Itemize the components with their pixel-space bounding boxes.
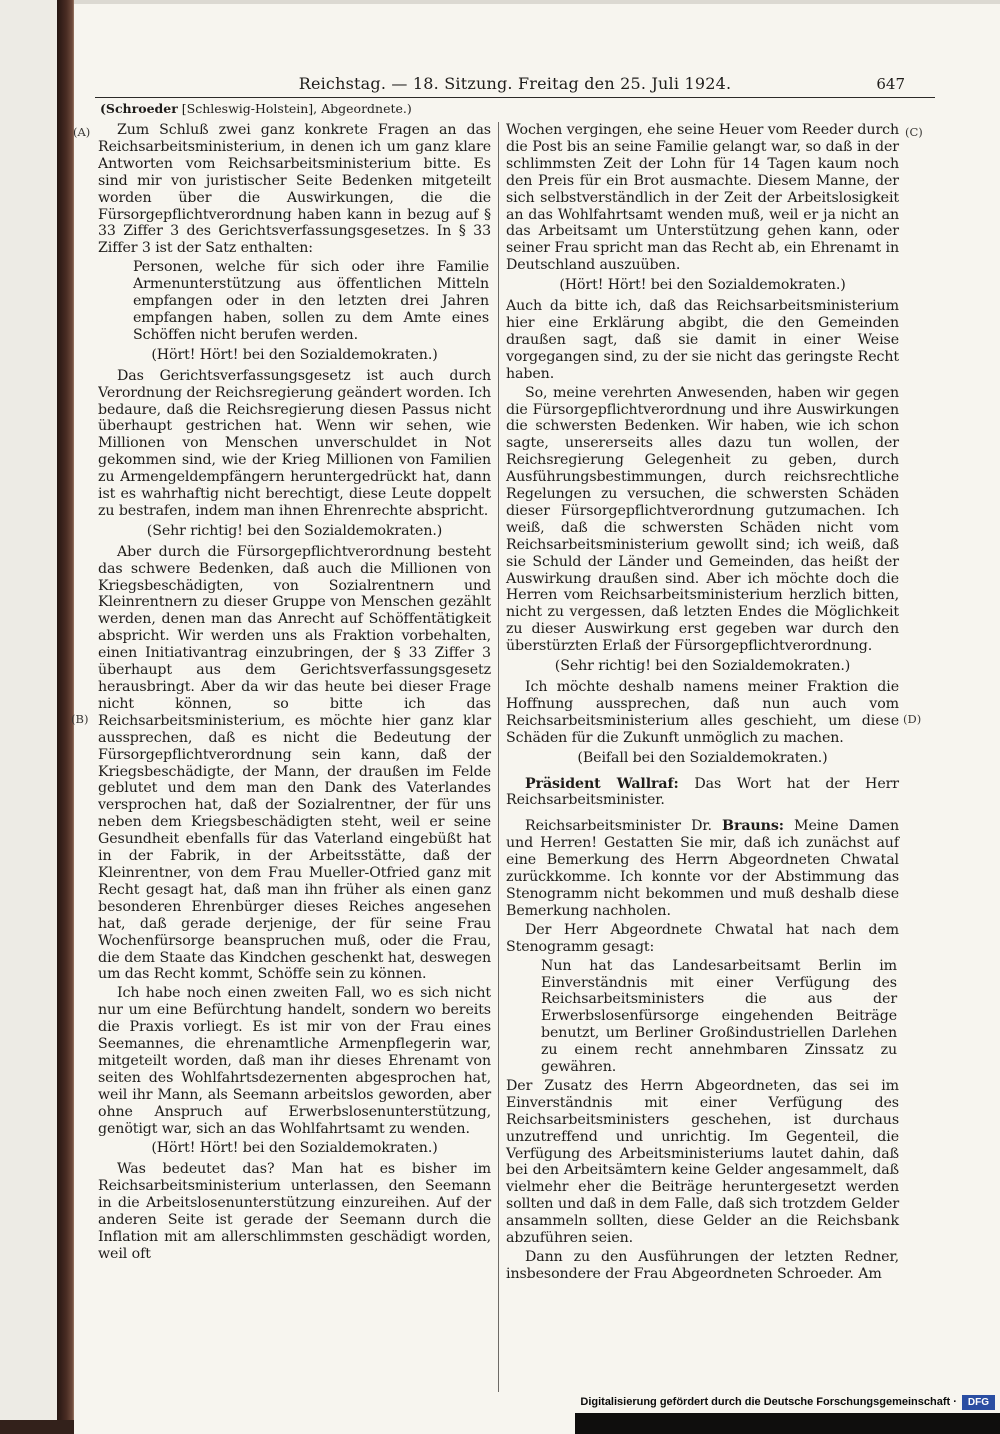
column-divider bbox=[498, 122, 499, 1392]
page-number: 647 bbox=[876, 75, 905, 93]
speaker-name: Präsident Wallraf: bbox=[525, 775, 679, 792]
interjection: (Beifall bei den Sozialdemokraten.) bbox=[577, 749, 828, 766]
credit-text: Digitalisierung gefördert durch die Deutsche Forschungsgemeinschaft · bbox=[580, 1396, 957, 1408]
running-head bbox=[100, 101, 412, 116]
margin-mark-c: (C) bbox=[905, 125, 923, 139]
scan-bottom-left-edge bbox=[0, 1420, 74, 1434]
margin-mark-a: (A) bbox=[73, 125, 91, 139]
paragraph: Was bedeutet das? Man hat es bisher im Reichsarbeitsministerium unterlassen, den Seemann in die Arbeitslosenunterstützung einzureihen. Auf der anderen Seite ist gerade der Seemann durch die Inflation mit am allerschlimmsten geschädigt worden, weil oft bbox=[98, 1161, 491, 1262]
interjection: (Hört! Hört! bei den Sozialdemokraten.) bbox=[151, 1140, 438, 1157]
dfg-logo: DFG bbox=[962, 1395, 995, 1410]
paragraph: Ich habe noch einen zweiten Fall, wo es sich nicht nur um eine Befürchtung handelt, sondern wo bereits die Praxis vorliegt. Es ist mir von der Frau eines Seemannes, die ehrenamtliche Armenpflegerin war, mitgeteilt worden, daß man ihr dieses Ehrenamt von seiten des Wohlfahrtsdezernenten abgesprochen hat, weil ihr Mann, als Seemann arbeitslos geworden, aber ohne Anspruch auf Erwerbslosenunterstützung, genötigt war, sich an das Wohlfahrtsamt zu wenden. bbox=[98, 985, 491, 1137]
paragraph: Auch da bitte ich, daß das Reichsarbeitsministerium hier eine Erklärung abgibt, die den Gemeinden draußen sagt, daß sie damit in einer Weise vorgegangen sind, zu der sie nicht das geringste Recht haben. bbox=[506, 298, 899, 382]
quote-block: Nun hat das Landesarbeitsamt Berlin im Einverständnis mit einer Verfügung des Reichsarbeitsministers die aus der Erwerbslosenfürsorge eingehenden Beiträge benutzt, um Berliner Großindustriellen Darlehen zu einem recht annehmbaren Zinssatz zu gewähren. bbox=[541, 957, 897, 1076]
scan-bottom-edge bbox=[575, 1413, 1000, 1434]
paragraph: Wochen vergingen, ehe seine Heuer vom Reeder durch die Post bis an seine Familie gelangt war, so daß in der schlimmsten Zeit der Lohn für 14 Tagen kaum noch den Preis für ein Brot ausmachte. Diesem Manne, der sich selbstverständlich in der Zeit der Arbeitslosigkeit an das Wohlfahrtsamt wenden muß, weil er ja nicht an das Arbeitsamt um Unterstützung gehen kann, oder seiner Frau spricht man das Recht ab, ein Ehrenamt in Deutschland auszuüben. bbox=[506, 122, 900, 274]
running-head-speaker: (Schroeder bbox=[100, 101, 178, 116]
paragraph: Ich möchte deshalb namens meiner Fraktion die Hoffnung aussprechen, daß nun auch vom Reichsarbeitsministerium alles geschieht, um diese Schäden für die Zukunft unmöglich zu machen. bbox=[506, 679, 899, 746]
page-header bbox=[95, 74, 935, 94]
speaker-text: Meine Damen und Herren! Gestatten Sie mir, daß ich zunächst auf eine Bemerkung des Herrn Abgeordneten Chwatal zurückkomme. Ich konnte vor der Abstimmung das Stenogramm nicht bekommen und muß deshalb diese Bemerkung nachholen. bbox=[506, 818, 899, 919]
speaker-prefix: Reichsarbeitsminister Dr. bbox=[525, 818, 723, 835]
digitisation-credit bbox=[580, 1394, 995, 1410]
header-rule bbox=[95, 97, 935, 98]
speaker-paragraph bbox=[506, 776, 899, 810]
interjection: (Sehr richtig! bei den Sozialdemokraten.) bbox=[146, 522, 443, 539]
right-column bbox=[506, 122, 899, 1285]
paragraph: So, meine verehrten Anwesenden, haben wir gegen die Fürsorgepflichtverordnung und ihre Auswirkungen die schwersten Bedenken. Wir haben, wie ich schon sagte, unsererseits alles dazu tun wollen, der Reichsregierung Gelegenheit zu geben, durch Ausführungsbestimmungen, durch reichsrechtliche Regelungen zu versuchen, die schwersten Schäden dieser Fürsorgepflichtverordnung gutzumachen. Ich weiß, daß die schwersten Schäden nicht vom Reichsarbeitsministerium gewollt sind; ich weiß, daß sie Schuld der Länder und Gemeinden, das heißt der Auswirkung draußen sind. Aber ich möchte doch die Herren vom Reichsarbeitsministerium herzlich bitten, nicht zu vergessen, daß letzten Endes die Möglichkeit zu dieser Auswirkung erst gegeben war durch den überstürzten Erlaß der Fürsorgepflichtverordnung. bbox=[506, 384, 899, 655]
header-title: Reichstag. — 18. Sitzung. Freitag den 25. Juli 1924. bbox=[298, 74, 732, 93]
scan-top-edge bbox=[0, 0, 1000, 4]
interjection: (Hört! Hört! bei den Sozialdemokraten.) bbox=[151, 346, 438, 363]
scan-left-margin bbox=[0, 0, 58, 1434]
paragraph: Dann zu den Ausführungen der letzten Redner, insbesondere der Frau Abgeordneten Schroeder. Am bbox=[506, 1249, 899, 1282]
speaker-text: Das Wort hat der Herr Reichsarbeitsminister. bbox=[506, 775, 899, 809]
interjection: (Hört! Hört! bei den Sozialdemokraten.) bbox=[559, 277, 846, 294]
running-head-rest: [Schleswig-Holstein], Abgeordnete.) bbox=[177, 101, 412, 116]
margin-mark-d: (D) bbox=[903, 712, 922, 726]
paragraph: Der Herr Abgeordnete Chwatal hat nach dem Stenogramm gesagt: bbox=[506, 921, 899, 955]
interjection: (Sehr richtig! bei den Sozialdemokraten.) bbox=[554, 658, 851, 675]
paragraph: Aber durch die Fürsorgepflichtverordnung besteht das schwere Bedenken, daß auch die Millionen von Kriegsbeschädigten, von Sozialrentnern und Kleinrentnern zu dieser Gruppe von Menschen gezählt werden, denen man das Anrecht auf Schöffentätigkeit abspricht. Wir werden uns als Fraktion vorbehalten, einen Initiativantrag einzubringen, der § 33 Ziffer 3 überhaupt aus dem Gerichtsverfassungsgesetz herausbringt. Aber da wir das heute bei dieser Frage nicht können, so bitte ich das Reichsarbeitsministerium, es möchte hier ganz klar aussprechen, daß es nicht die Bedeutung der Fürsorgepflichtverordnung sein kann, daß der Kriegsbeschädigte, der Mann, der draußen im Felde geblutet und dem man den Dank des Vaterlandes versprochen hat, daß der Sozialrentner, der für uns neben dem Kriegsbeschädigten steht, weil er seine Gesundheit ebenfalls für das Vaterland eingebüßt hat in der Fabrik, in der Arbeitsstätte, daß der Kleinrentner, von dem Frau Mueller-Otfried ganz mit Recht gesagt hat, daß man ihn früher als einen ganz besonderen Ehrenbürger dieses Reiches angesehen hat, daß gerade derjenige, der für seine Frau Wochenfürsorge beanspruchen muß, oder die Frau, die dem Staate das Kindchen geschenkt hat, deswegen um das Recht kommt, Schöffe sein zu können. bbox=[98, 543, 491, 983]
left-column bbox=[98, 122, 491, 1265]
speaker-name: Brauns: bbox=[722, 818, 784, 835]
paragraph: Der Zusatz des Herrn Abgeordneten, das sei im Einverständnis mit einer Verfügung des Reichsarbeitsministers geschehen, ist durchaus unzutreffend und unrichtig. Im Gegenteil, die Verfügung des Arbeitsministeriums lautet dahin, daß bei den Arbeitsämtern keine Gelder angesammelt, daß vielmehr eher die Beiträge heruntergesetzt werden sollten und daß in dem Falle, daß sich trotzdem Gelder ansammeln sollten, diese Gelder an die Reichsbank abzuführen seien. bbox=[506, 1077, 899, 1247]
speaker-paragraph bbox=[506, 818, 899, 919]
quote-block: Personen, welche für sich oder ihre Familie Armenunterstützung aus öffentlichen Mitteln empfangen oder in den letzten drei Jahren empfangen haben, sollen zu dem Amte eines Schöffen nicht berufen werden. bbox=[133, 259, 489, 343]
paragraph: Das Gerichtsverfassungsgesetz ist auch durch Verordnung der Reichsregierung geändert worden. Ich bedaure, daß die Reichsregierung diesen Passus nicht überhaupt gestrichen hat. Wenn wir sehen, wie Millionen von Menschen unverschuldet in Not gekommen sind, wie der Krieg Millionen von Familien zu Armengeldempfängern heruntergedrückt hat, dann ist es wahrhaftig nicht berechtigt, diese Leute doppelt zu bestrafen, indem man ihnen Ehrenrechte abspricht. bbox=[98, 367, 491, 519]
margin-mark-b: (B) bbox=[71, 712, 89, 726]
text-body bbox=[98, 122, 900, 1396]
paragraph: Zum Schluß zwei ganz konkrete Fragen an das Reichsarbeitsministerium, in denen ich um ganz klare Antworten vom Reichsarbeitsministerium bitte. Es sind mir von juristischer Seite Bedenken mitgeteilt worden über die Auswirkungen, die die Fürsorgepflichtverordnung haben kann in bezug auf § 33 Ziffer 3 des Gerichtsverfassungsgesetzes. In § 33 Ziffer 3 ist der Satz enthalten: bbox=[98, 122, 491, 257]
